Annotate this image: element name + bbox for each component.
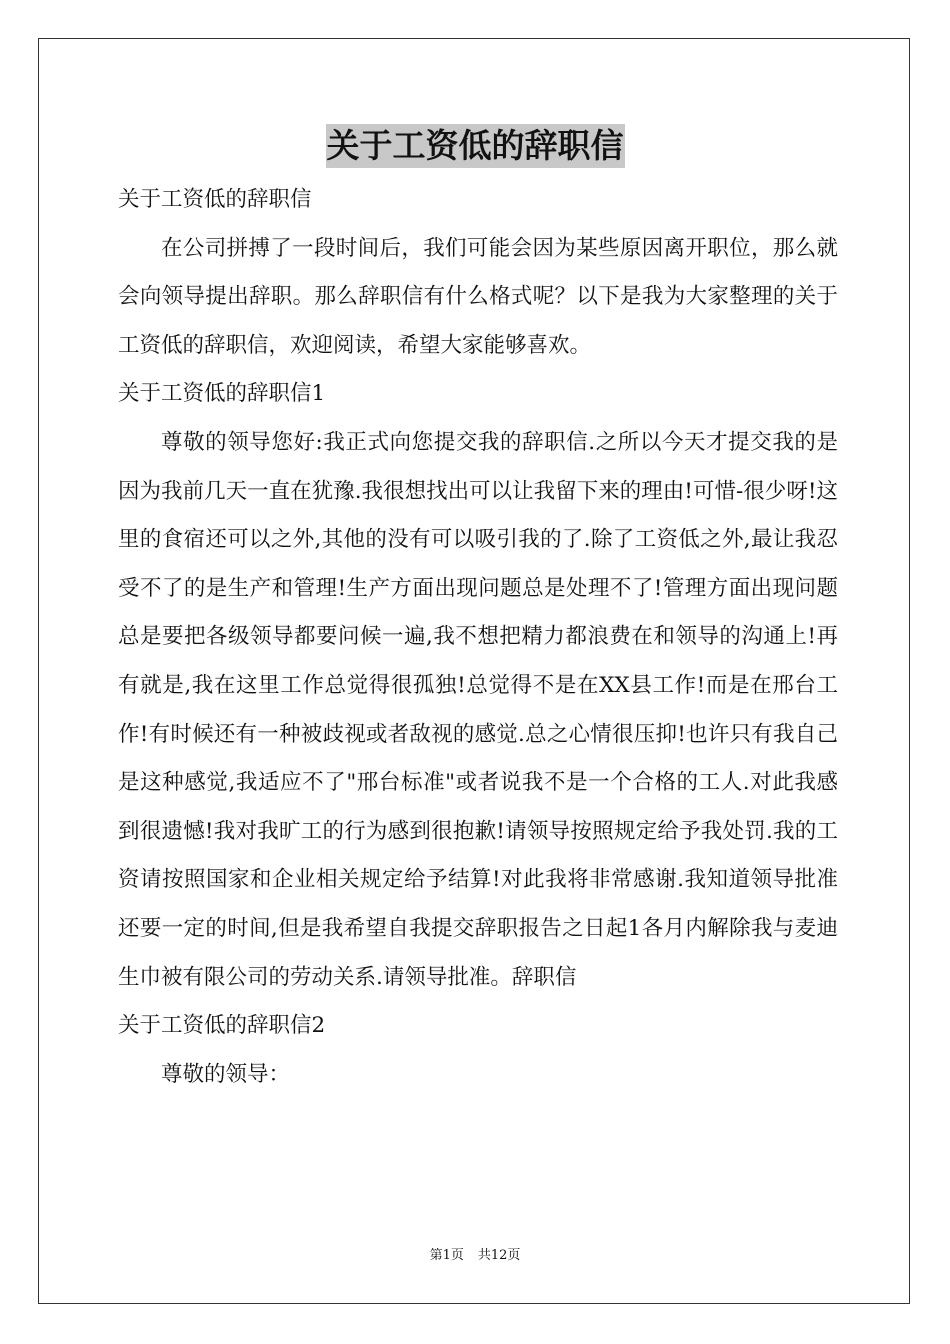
paragraph: 在公司拼搏了一段时间后，我们可能会因为某些原因离开职位，那么就会向领导提出辞职。那么辞职信有什么格式呢？以下是我为大家整理的关于工资低的辞职信，欢迎阅读，希望大家能够喜欢。 xyxy=(118,235,838,358)
title-container xyxy=(0,124,950,168)
paragraph: 关于工资低的辞职信2 xyxy=(118,1013,326,1039)
page-footer xyxy=(0,1246,950,1266)
page-number-current: 第1页 xyxy=(429,1248,464,1263)
paragraph: 尊敬的领导您好:我正式向您提交我的辞职信.之所以今天才提交我的是因为我前几天一直在犹豫.我很想找出可以让我留下来的理由!可惜-很少呀!这里的食宿还可以之外,其他的没有可以吸引我的了.除了工资低之外,最让我忍受不了的是生产和管理!生产方面出现问题总是处理不了!管理方面出现问题总是要把各级领导都要问候一遍,我不想把精力都浪费在和领导的沟通上!再有就是,我在这里工作总觉得很孤独!总觉得不是在XX县工作!而是在邢台工作!有时候还有一种被歧视或者敌视的感觉.总之心情很压抑!也许只有我自己是这种感觉,我适应不了"邢台标准"或者说我不是一个合格的工人.对此我感到很遗憾!我对我旷工的行为感到很抱歉!请领导按照规定给予我处罚.我的工资请按照国家和企业相关规定给予结算!对此我将非常感谢.我知道领导批准还要一定的时间,但是我希望自我提交辞职报告之日起1各月内解除我与麦迪生巾被有限公司的劳动关系.请领导批准。辞职信 xyxy=(118,429,838,990)
paragraph: 关于工资低的辞职信 xyxy=(118,187,312,212)
page-number-total: 共12页 xyxy=(477,1248,521,1263)
document-title: 关于工资低的辞职信 xyxy=(326,124,625,168)
paragraph: 尊敬的领导： xyxy=(161,1061,291,1087)
paragraph: 关于工资低的辞职信1 xyxy=(118,381,326,407)
document-body xyxy=(118,176,838,1099)
